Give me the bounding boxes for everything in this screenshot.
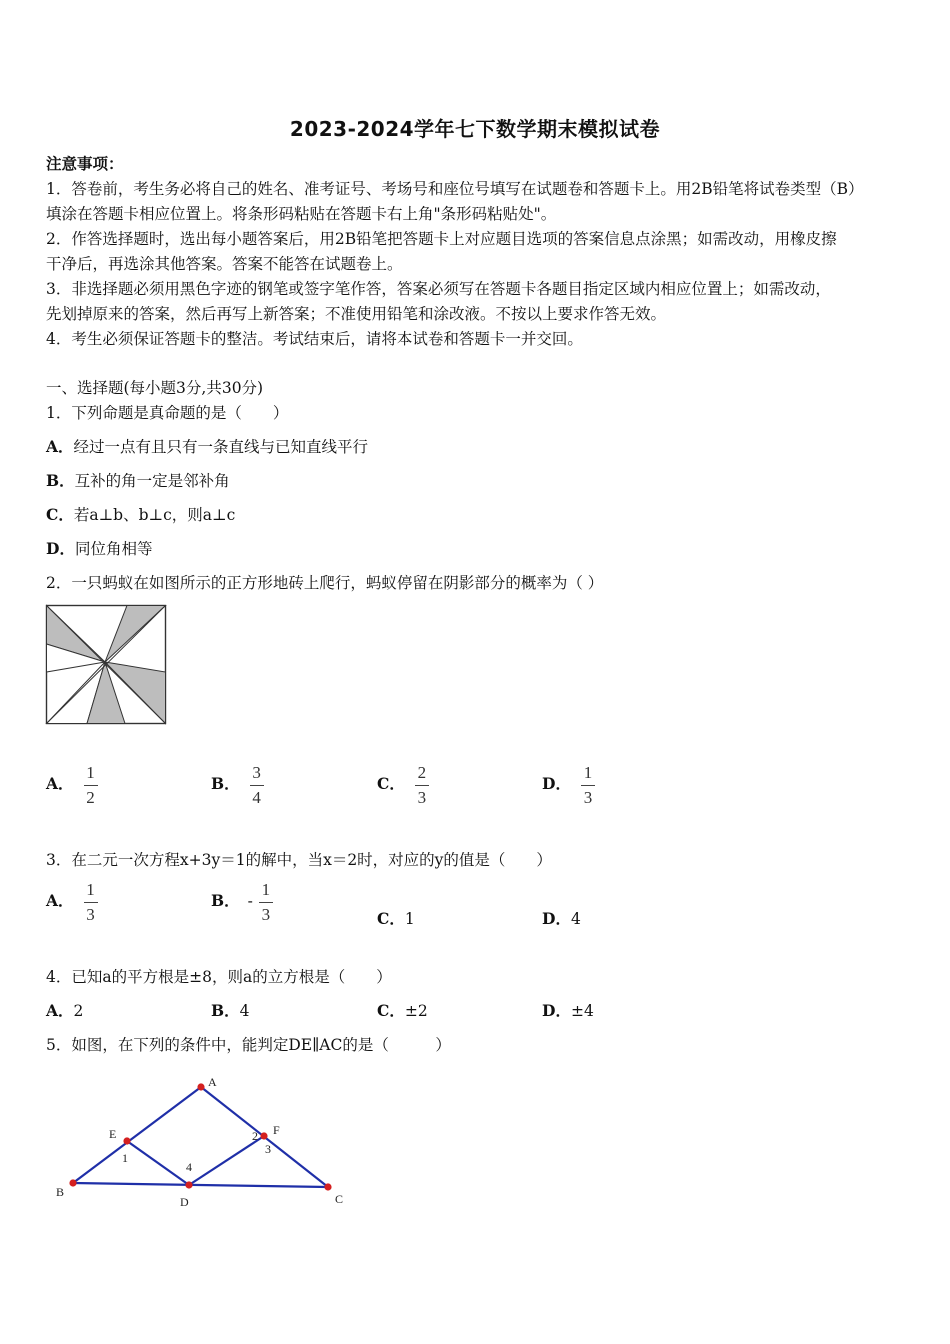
fraction-bar [250, 785, 264, 786]
point-a [197, 1083, 204, 1090]
q1-option-b [46, 469, 230, 491]
segment-ed [127, 1141, 189, 1185]
denominator: 3 [417, 787, 427, 807]
q2-option-d [542, 763, 595, 807]
angle-3-label: 3 [265, 1142, 271, 1156]
fraction [581, 763, 595, 807]
option-label: B． [46, 471, 75, 490]
notice-line: 1．答卷前，考生务必将自己的姓名、准考证号、考场号和座位号填写在试题卷和答题卡上。用2B铅笔将试卷类型（B） [46, 180, 864, 198]
denominator: 3 [86, 904, 95, 924]
triangle-figure [50, 1072, 360, 1214]
point-b [69, 1179, 76, 1186]
point-e [123, 1137, 130, 1144]
question-1-stem: 1．下列命题是真命题的是（ ） [46, 404, 289, 422]
segment-ab [73, 1087, 201, 1183]
numerator: 3 [252, 763, 261, 782]
square-tile-figure [45, 604, 168, 725]
fraction-bar [415, 785, 429, 786]
numerator: 1 [261, 880, 271, 899]
segment-df [189, 1136, 264, 1185]
label-c: C [335, 1192, 344, 1206]
option-text: 若a⊥b、b⊥c，则a⊥c [73, 506, 236, 524]
notice-line: 3．非选择题必须用黑色字迹的钢笔或签字笔作答，答案必须写在答题卡各题目指定区域内相应位置上；如需改动， [46, 280, 831, 298]
angle-4-label: 4 [186, 1160, 192, 1174]
denominator: 2 [86, 787, 95, 807]
q1-option-c [46, 503, 235, 525]
q1-option-d [46, 537, 152, 559]
q1-option-a [46, 435, 368, 457]
option-label: B． [211, 891, 240, 911]
section-heading: 一、选择题(每小题3分,共30分) [46, 379, 264, 397]
notice-line: 4．考生必须保证答题卡的整洁。考试结束后，请将本试卷和答题卡一并交回。 [46, 330, 583, 348]
q3-option-a [46, 880, 98, 924]
option-text: 同位角相等 [74, 540, 153, 558]
option-label: B． [211, 1001, 240, 1020]
page-title: 2023-2024学年七下数学期末模拟试卷 [289, 117, 661, 141]
notice-line: 填涂在答题卡相应位置上。将条形码粘贴在答题卡右上角"条形码粘贴处"。 [46, 205, 557, 223]
q4-option-a [46, 999, 83, 1021]
option-text: 1 [404, 910, 415, 928]
option-text: 经过一点有且只有一条直线与已知直线平行 [73, 438, 369, 456]
fraction [415, 763, 429, 807]
label-b: B [56, 1185, 65, 1199]
label-a: A [208, 1075, 217, 1089]
point-f [260, 1132, 267, 1139]
numerator: 1 [86, 763, 95, 782]
option-text: 4 [239, 1002, 250, 1020]
q2-option-c [377, 763, 429, 807]
notice-heading: 注意事项： [46, 154, 124, 173]
fraction-bar [84, 785, 98, 786]
label-e: E [109, 1127, 117, 1141]
question-4-stem: 4．已知a的平方根是±8，则a的立方根是（ ） [46, 968, 392, 986]
q2-option-a [46, 763, 98, 807]
option-label: C． [46, 505, 74, 524]
angle-2-label: 2 [252, 1129, 258, 1143]
numerator: 1 [86, 880, 95, 899]
option-label: A． [46, 1001, 74, 1020]
notice-line: 先划掉原来的答案，然后再写上新答案；不准使用铅笔和涂改液。不按以上要求作答无效。 [46, 305, 667, 323]
q4-option-c [377, 999, 428, 1021]
notice-line: 干净后，再选涂其他答案。答案不能答在试题卷上。 [46, 255, 403, 273]
option-text: 4 [570, 910, 581, 928]
option-text: 互补的角一定是邻补角 [74, 472, 230, 490]
segment-bc [73, 1183, 328, 1187]
fraction [84, 763, 98, 807]
label-d: D [180, 1195, 189, 1209]
question-5-stem: 5．如图，在下列的条件中，能判定DE∥AC的是（ ） [46, 1036, 451, 1054]
option-text: 2 [73, 1002, 84, 1020]
denominator: 3 [261, 904, 271, 924]
question-3-stem: 3．在二元一次方程x+3y＝1的解中，当x＝2时，对应的y的值是（ ） [46, 851, 552, 869]
option-label: A． [46, 437, 74, 456]
fraction-bar [581, 785, 595, 786]
question-2-stem: 2．一只蚂蚁在如图所示的正方形地砖上爬行，蚂蚁停留在阴影部分的概率为（ ） [46, 574, 604, 592]
option-label: C． [377, 1001, 405, 1020]
q4-option-d [542, 999, 594, 1021]
option-label: D． [46, 539, 75, 558]
angle-1-label: 1 [122, 1151, 128, 1165]
fraction-bar [84, 902, 98, 903]
point-c [324, 1183, 331, 1190]
option-label: C． [377, 774, 405, 794]
numerator: 1 [583, 763, 593, 782]
label-f: F [273, 1123, 280, 1137]
q2-option-b [211, 763, 264, 807]
option-label: D． [542, 1001, 571, 1020]
denominator: 4 [252, 787, 261, 807]
minus-sign: - [247, 892, 253, 911]
option-label: A． [46, 891, 74, 911]
numerator: 2 [417, 763, 427, 782]
option-label: D． [542, 909, 571, 928]
fraction-bar [259, 902, 273, 903]
q4-option-b [211, 999, 249, 1021]
option-label: D． [542, 774, 571, 794]
fraction [84, 880, 98, 924]
q3-option-d [542, 907, 581, 929]
denominator: 3 [583, 787, 593, 807]
option-text: ±4 [570, 1002, 594, 1020]
option-text: ±2 [404, 1002, 428, 1020]
fraction [250, 763, 264, 807]
notice-line: 2．作答选择题时，选出每小题答案后，用2B铅笔把答题卡上对应题目选项的答案信息点涂黑；如需改动，用橡皮擦 [46, 230, 837, 248]
point-d [185, 1181, 192, 1188]
option-label: B． [211, 774, 240, 794]
option-label: C． [377, 909, 405, 928]
q3-option-b [211, 880, 273, 924]
option-label: A． [46, 774, 74, 794]
q3-option-c [377, 907, 415, 929]
fraction [259, 880, 273, 924]
